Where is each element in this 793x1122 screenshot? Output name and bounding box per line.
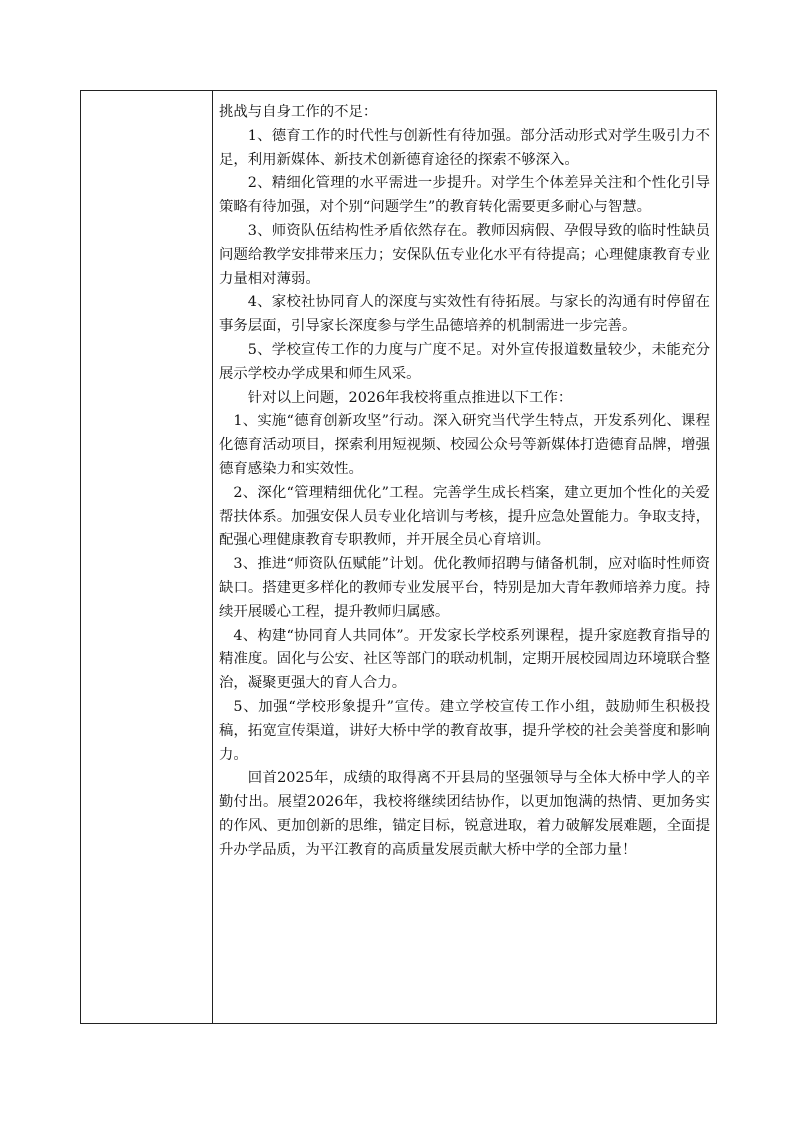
paragraph-issue-1: 1、德育工作的时代性与创新性有待加强。部分活动形式对学生吸引力不足，利用新媒体、新技术创新德育途径的探索不够深入。 <box>219 127 710 168</box>
content-cell <box>213 91 716 1023</box>
paragraph-issue-5: 5、学校宣传工作的力度与广度不足。对外宣传报道数量较少，未能充分展示学校办学成果和师生风采。 <box>219 341 710 382</box>
paragraph-plan-5: 5、加强“学校形象提升”宣传。建立学校宣传工作小组，鼓励师生积极投稿，拓宽宣传渠道，讲好大桥中学的教育故事，提升学校的社会美誉度和影响力。 <box>219 698 710 763</box>
paragraph-issue-4: 4、家校社协同育人的深度与实效性有待拓展。与家长的沟通有时停留在事务层面，引导家长深度参与学生品德培养的机制需进一步完善。 <box>219 294 710 335</box>
label-column-cell <box>81 91 213 1023</box>
paragraph-issue-3: 3、师资队伍结构性矛盾依然存在。教师因病假、孕假导致的临时性缺员问题给教学安排带来压力；安保队伍专业化水平有待提高；心理健康教育专业力量相对薄弱。 <box>219 222 710 287</box>
paragraph-plan-4: 4、构建“协同育人共同体”。开发家长学校系列课程，提升家庭教育指导的精准度。固化与公安、社区等部门的联动机制，定期开展校园周边环境联合整治，凝聚更强大的育人合力。 <box>219 627 710 692</box>
paragraph-plan-3: 3、推进“师资队伍赋能”计划。优化教师招聘与储备机制，应对临时性师资缺口。搭建更多样化的教师专业发展平台，特别是加大青年教师培养力度。持续开展暖心工程，提升教师归属感。 <box>219 556 710 620</box>
paragraph-conclusion: 回首2025年，成绩的取得离不开县局的坚强领导与全体大桥中学人的辛勤付出。展望2026年，我校将继续团结协作，以更加饱满的热情、更加务实的作风、更加创新的思维，锚定目标，锐意进取，着力破解发展难题，全面提升办学品质，为平江教育的高质量发展贡献大桥中学的全部力量！ <box>219 770 710 858</box>
report-form-table <box>80 90 717 1024</box>
paragraph-challenges-heading: 挑战与自身工作的不足： <box>219 104 378 120</box>
paragraph-plan-1: 1、实施“德育创新攻坚”行动。深入研究当代学生特点，开发系列化、课程化德育活动项目，探索利用短视频、校园公众号等新媒体打造德育品牌，增强德育感染力和实效性。 <box>219 413 710 477</box>
paragraph-plan-2: 2、深化“管理精细优化”工程。完善学生成长档案，建立更加个性化的关爱帮扶体系。加强安保人员专业化培训与考核，提升应急处置能力。争取支持，配强心理健康教育专职教师，并开展全员心育培训。 <box>219 484 710 549</box>
paragraph-issue-2: 2、精细化管理的水平需进一步提升。对学生个体差异关注和个性化引导策略有待加强，对个别“问题学生”的教育转化需要更多耐心与智慧。 <box>219 175 710 216</box>
paragraph-plan-intro: 针对以上问题，2026年我校将重点推进以下工作： <box>247 389 573 406</box>
